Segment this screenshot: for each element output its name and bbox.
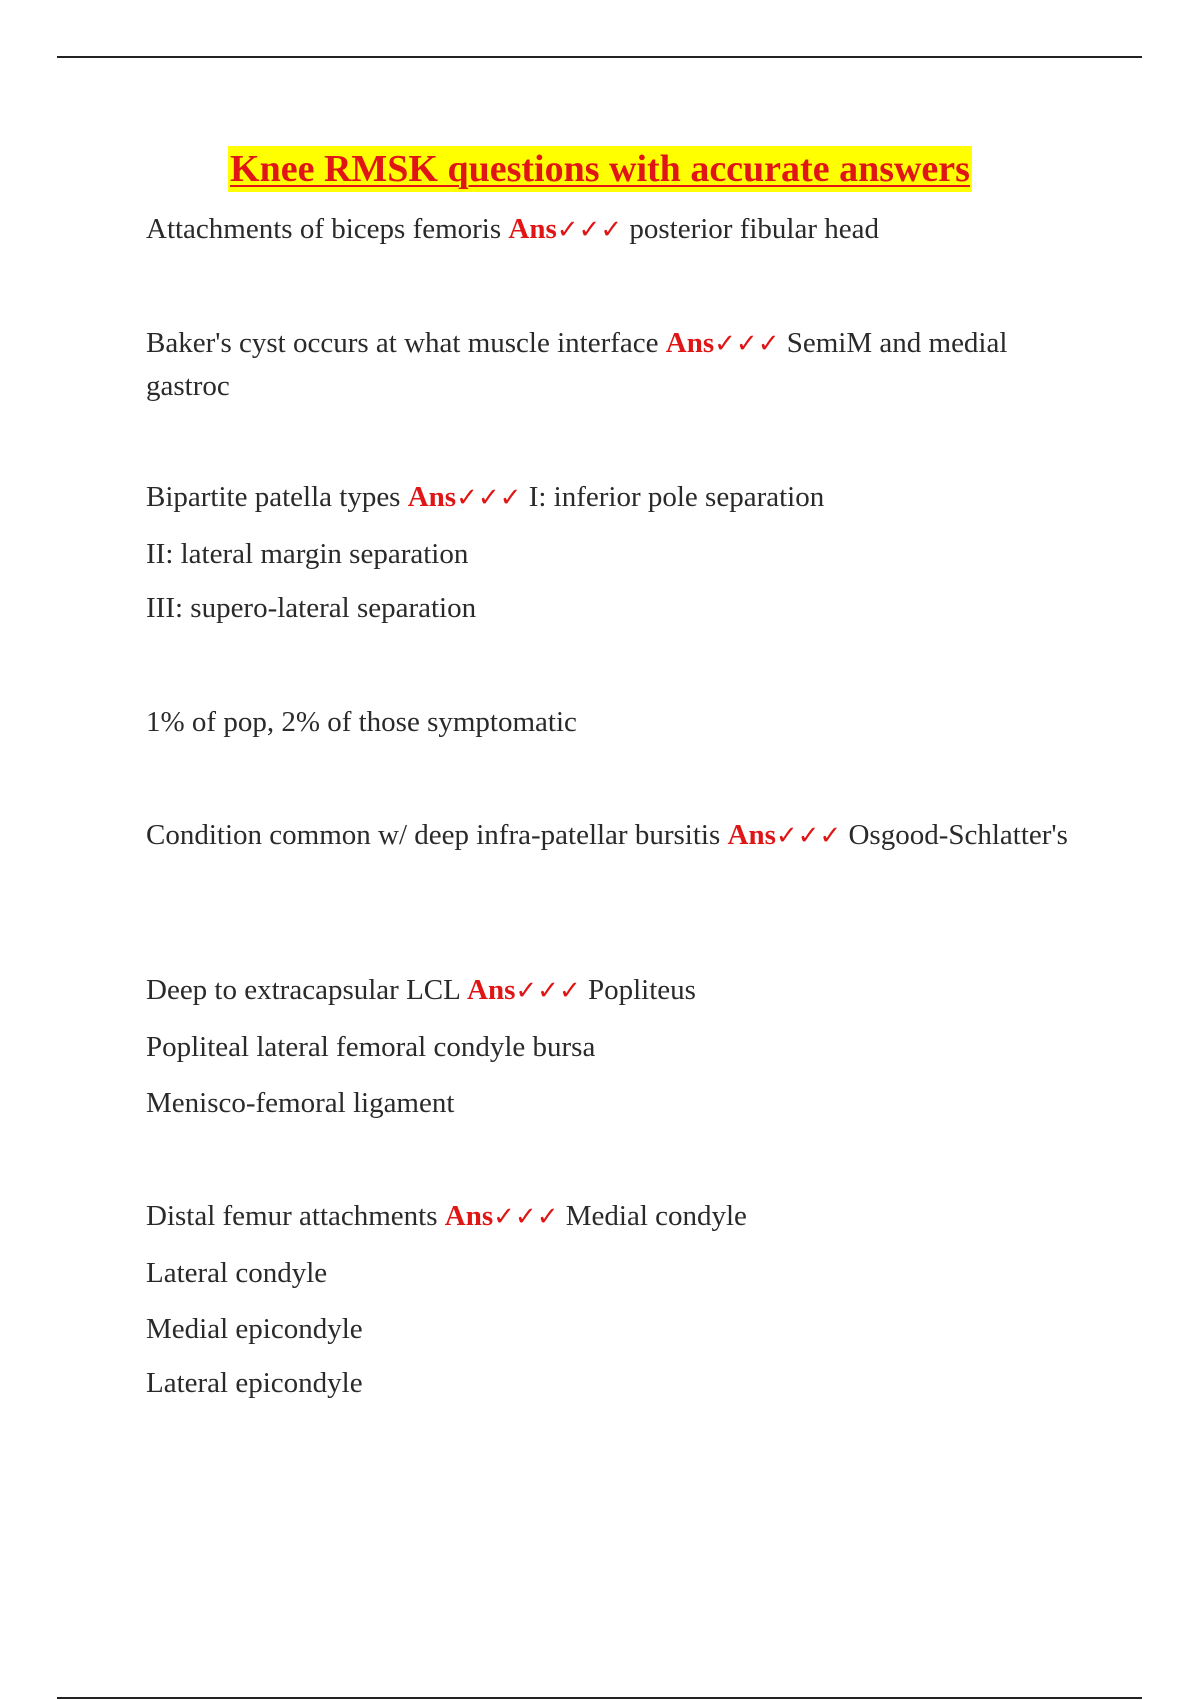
question-text: Bipartite patella types xyxy=(146,481,401,513)
question-text: Deep to extracapsular LCL xyxy=(146,974,460,1006)
check-marks-icon: ✓✓✓ xyxy=(775,821,842,851)
answer-line: III: supero-lateral separation xyxy=(146,592,477,624)
answer-line: 1% of pop, 2% of those symptomatic xyxy=(146,706,577,738)
answer-line: II: lateral margin separation xyxy=(146,538,469,570)
document-title: Knee RMSK questions with accurate answers xyxy=(230,148,970,190)
ans-label: Ans xyxy=(508,213,557,245)
answer-text: I: inferior pole separation xyxy=(528,481,825,513)
qa-item xyxy=(146,969,1076,1124)
top-rule xyxy=(57,56,1142,58)
qa-item xyxy=(146,476,1076,743)
answer-text: Popliteus xyxy=(587,974,696,1006)
ans-label: Ans xyxy=(665,327,715,359)
check-marks-icon: ✓✓✓ xyxy=(493,1202,559,1232)
answer-text: posterior fibular head xyxy=(629,213,880,245)
answer-line: Popliteal lateral femoral condyle bursa xyxy=(146,1031,596,1063)
answer-text: Medial condyle xyxy=(565,1200,747,1232)
question-text: Baker's cyst occurs at what muscle interface xyxy=(146,327,659,359)
ans-label: Ans xyxy=(444,1200,494,1232)
title-wrap xyxy=(0,146,1200,192)
check-marks-icon: ✓✓✓ xyxy=(515,976,581,1006)
qa-item xyxy=(146,208,1076,251)
answer-text: Osgood-Schlatter's xyxy=(848,819,1068,851)
question-text: Distal femur attachments xyxy=(146,1200,438,1232)
qa-item xyxy=(146,815,1076,856)
check-marks-icon: ✓✓✓ xyxy=(556,215,623,245)
check-marks-icon: ✓✓✓ xyxy=(714,329,780,359)
bottom-rule xyxy=(57,1697,1142,1699)
qa-item xyxy=(146,322,1026,407)
qa-item xyxy=(146,1195,1076,1404)
check-marks-icon: ✓✓✓ xyxy=(456,483,522,513)
answer-line: Medial epicondyle xyxy=(146,1313,363,1345)
answer-line: Lateral epicondyle xyxy=(146,1367,363,1399)
answer-line: Menisco-femoral ligament xyxy=(146,1087,455,1119)
ans-label: Ans xyxy=(407,481,457,513)
answer-line: Lateral condyle xyxy=(146,1257,328,1289)
ans-label: Ans xyxy=(727,819,776,851)
question-text: Attachments of biceps femoris xyxy=(146,213,502,245)
question-text: Condition common w/ deep infra-patellar bursitis xyxy=(146,819,721,851)
ans-label: Ans xyxy=(467,974,516,1006)
answer-text: SemiM and medial gastroc xyxy=(146,327,1008,402)
